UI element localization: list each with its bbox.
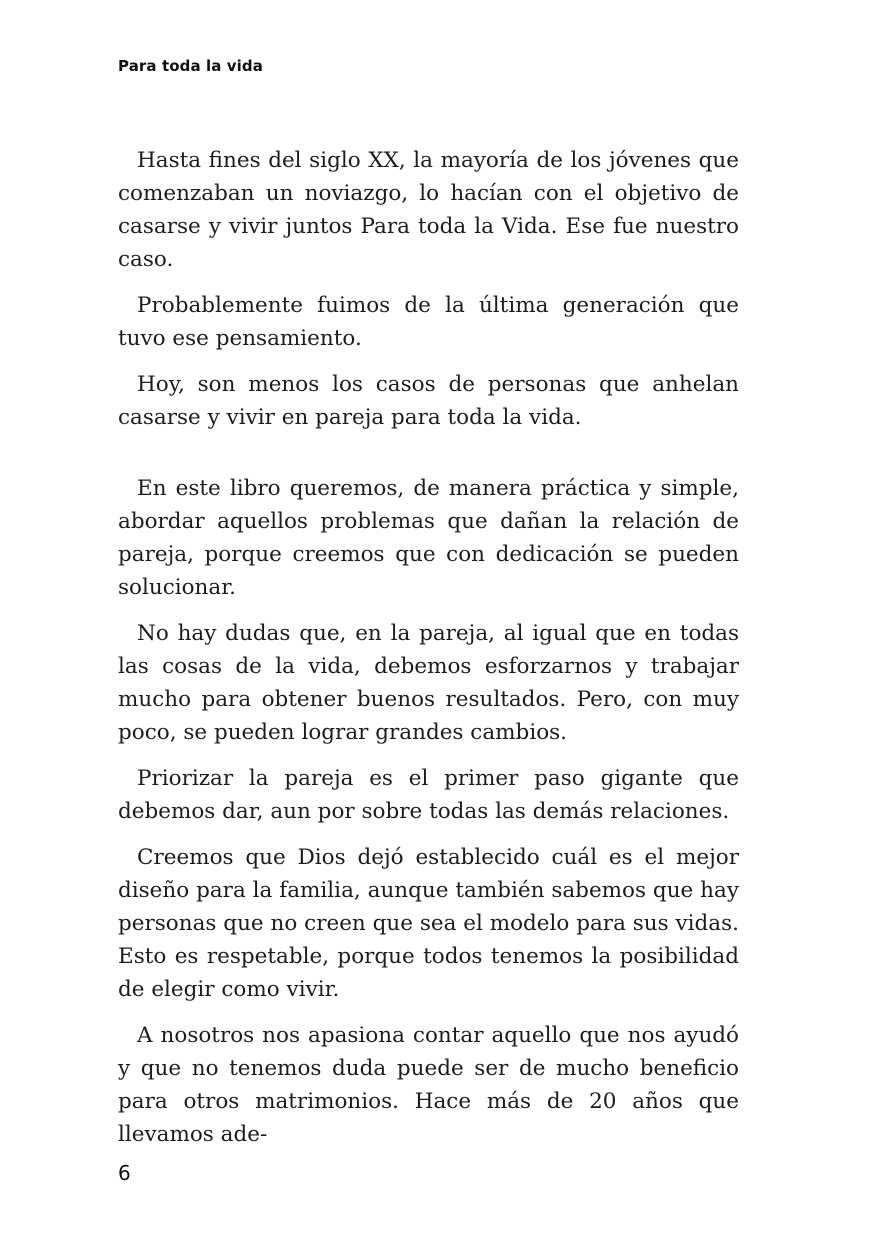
- paragraph: Hasta fines del siglo XX, la mayoría de los jóvenes que comenzaban un noviazgo, lo hacían con el objetivo de casarse y vivir juntos Para toda la Vida. Ese fue nuestro caso.: [118, 148, 739, 272]
- running-header: Para toda la vida: [118, 57, 263, 75]
- page-number: 6: [118, 1161, 131, 1185]
- section-one: [118, 144, 739, 447]
- paragraph: Probablemente fuimos de la última generación que tuvo ese pensamiento.: [118, 293, 739, 351]
- section-two: [118, 472, 739, 1164]
- paragraph: Priorizar la pareja es el primer paso gigante que debemos dar, aun por sobre todas las demás relaciones.: [118, 766, 739, 824]
- paragraph: En este libro queremos, de manera práctica y simple, abordar aquellos problemas que dañan la relación de pareja, porque creemos que con dedicación se pueden solucionar.: [118, 476, 739, 600]
- paragraph: A nosotros nos apasiona contar aquello que nos ayudó y que no tenemos duda puede ser de mucho beneficio para otros matrimonios. Hace más de 20 años que llevamos ade-: [118, 1023, 739, 1147]
- paragraph: No hay dudas que, en la pareja, al igual que en todas las cosas de la vida, debemos esforzarnos y trabajar mucho para obtener buenos resultados. Pero, con muy poco, se pueden lograr grandes cambios.: [118, 621, 739, 745]
- paragraph: Creemos que Dios dejó establecido cuál es el mejor diseño para la familia, aunque también sabemos que hay personas que no creen que sea el modelo para sus vidas. Esto es respetable, porque todos tenemos la posibilidad de elegir como vivir.: [118, 845, 739, 1002]
- paragraph: Hoy, son menos los casos de personas que anhelan casarse y vivir en pareja para toda la vida.: [118, 372, 739, 430]
